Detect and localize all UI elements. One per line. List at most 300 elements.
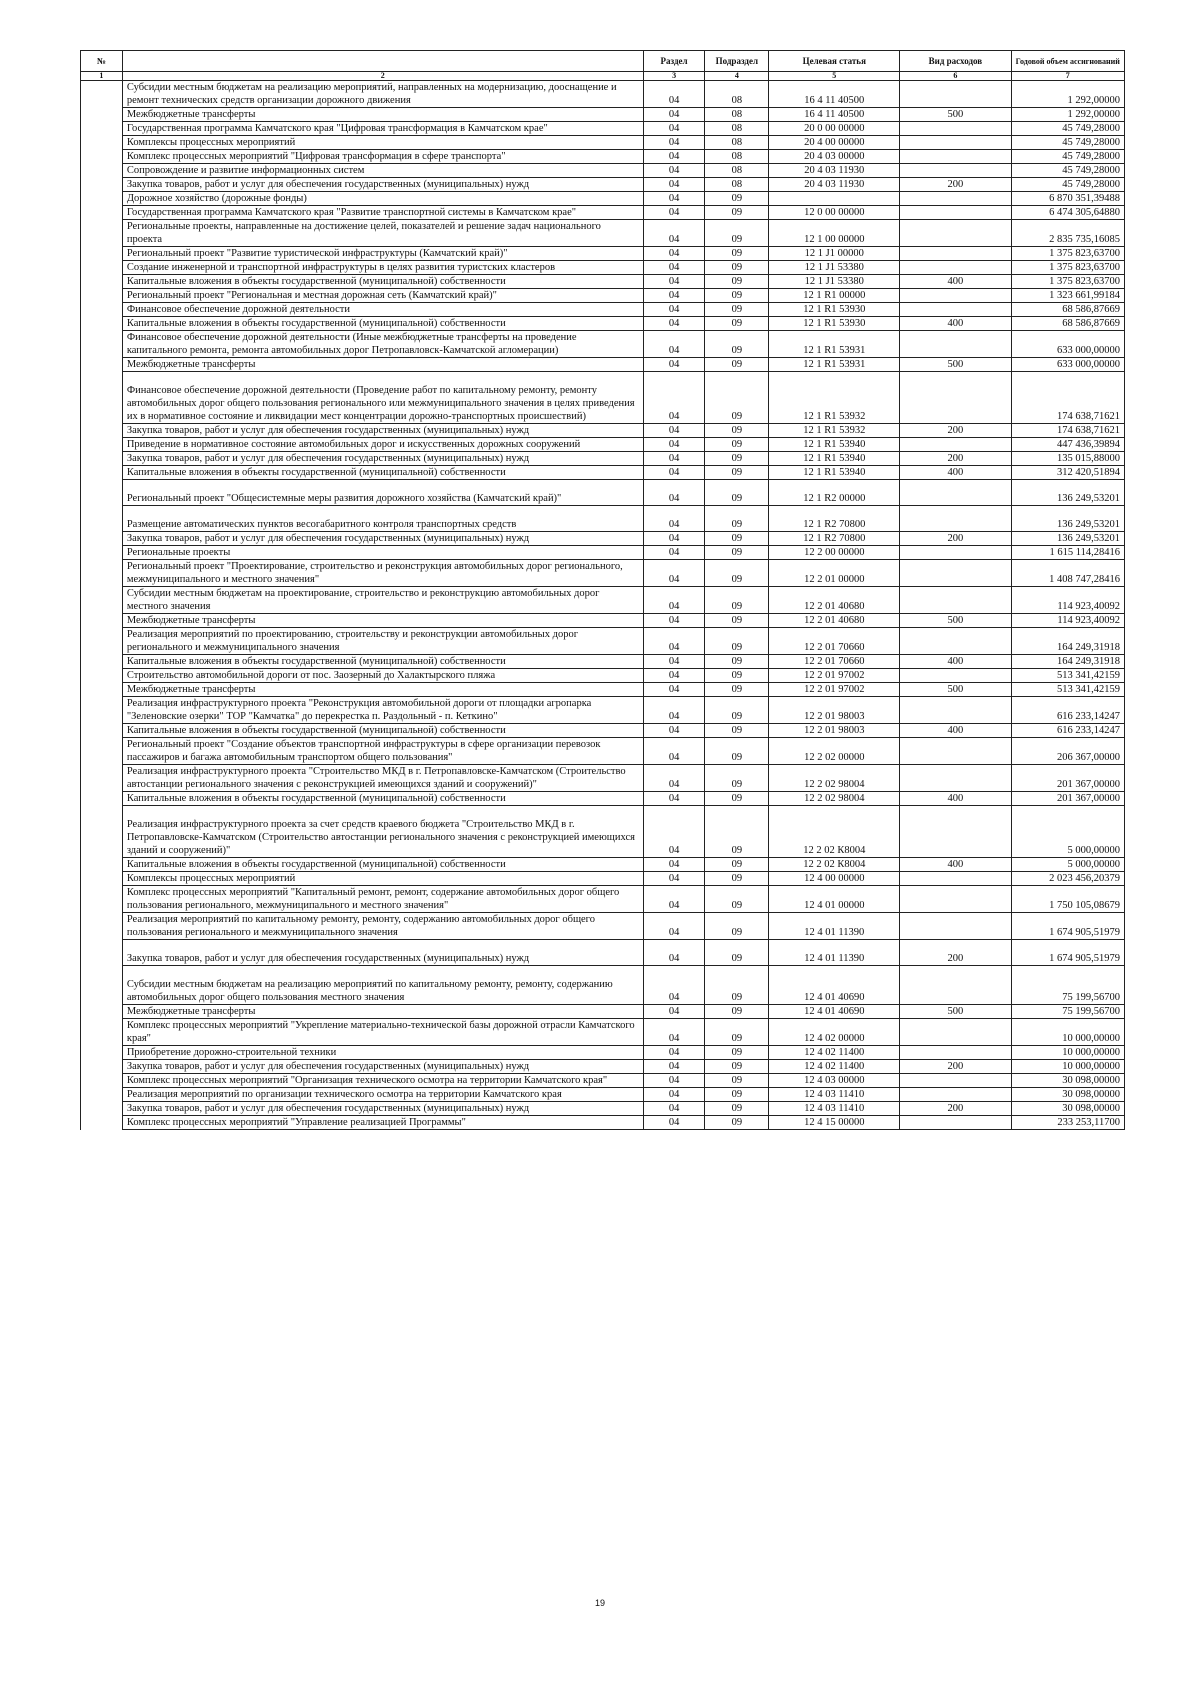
row-number-cell bbox=[81, 724, 123, 738]
row-razdel: 04 bbox=[643, 164, 705, 178]
table-row bbox=[81, 886, 1125, 913]
row-celevaya-statya: 20 4 00 00000 bbox=[769, 136, 900, 150]
row-name: Реализация инфраструктурного проекта "Реконструкция автомобильной дороги от площадки агропарка "Зеленовские озерки" ТОР "Камчатка" до перекрестка п. Раздольный - п. Кеткино" bbox=[122, 697, 643, 724]
table-row bbox=[81, 220, 1125, 247]
row-number-cell bbox=[81, 872, 123, 886]
row-sum: 68 586,87669 bbox=[1011, 317, 1124, 331]
table-row bbox=[81, 317, 1125, 331]
row-number-cell bbox=[81, 546, 123, 560]
row-number-cell bbox=[81, 1019, 123, 1046]
row-vid-rashodov bbox=[900, 669, 1011, 683]
table-row bbox=[81, 614, 1125, 628]
row-name: Реализация мероприятий по организации технического осмотра на территории Камчатского края bbox=[122, 1088, 643, 1102]
row-name: Финансовое обеспечение дорожной деятельности bbox=[122, 303, 643, 317]
row-razdel: 04 bbox=[643, 792, 705, 806]
row-number-cell bbox=[81, 560, 123, 587]
row-celevaya-statya: 16 4 11 40500 bbox=[769, 108, 900, 122]
row-name: Капитальные вложения в объекты государственной (муниципальной) собственности bbox=[122, 275, 643, 289]
row-podrazdel: 09 bbox=[705, 1046, 769, 1060]
table-row bbox=[81, 150, 1125, 164]
row-number-cell bbox=[81, 452, 123, 466]
row-celevaya-statya: 12 4 01 11390 bbox=[769, 913, 900, 940]
table-row bbox=[81, 738, 1125, 765]
row-celevaya-statya: 20 0 00 00000 bbox=[769, 122, 900, 136]
row-celevaya-statya: 12 1 R1 53932 bbox=[769, 424, 900, 438]
row-number-cell bbox=[81, 913, 123, 940]
row-celevaya-statya: 12 2 01 40680 bbox=[769, 587, 900, 614]
row-vid-rashodov bbox=[900, 150, 1011, 164]
row-vid-rashodov: 200 bbox=[900, 452, 1011, 466]
row-vid-rashodov: 200 bbox=[900, 940, 1011, 966]
row-celevaya-statya: 12 1 J1 53380 bbox=[769, 275, 900, 289]
page-number: 19 bbox=[594, 1598, 605, 1608]
row-name: Финансовое обеспечение дорожной деятельности (Иные межбюджетные трансферты на проведение капитального ремонта, ремонта автомобильных дорог Петропавловск-Камчатской агломерации) bbox=[122, 331, 643, 358]
table-row bbox=[81, 466, 1125, 480]
row-number-cell bbox=[81, 108, 123, 122]
row-name: Капитальные вложения в объекты государственной (муниципальной) собственности bbox=[122, 858, 643, 872]
row-sum: 174 638,71621 bbox=[1011, 424, 1124, 438]
header-num-4: 4 bbox=[705, 72, 769, 81]
row-celevaya-statya: 12 2 02 00000 bbox=[769, 738, 900, 765]
table-row bbox=[81, 358, 1125, 372]
row-sum: 206 367,00000 bbox=[1011, 738, 1124, 765]
row-podrazdel: 09 bbox=[705, 1005, 769, 1019]
table-row bbox=[81, 669, 1125, 683]
row-name: Строительство автомобильной дороги от пос. Заозерный до Халактырского пляжа bbox=[122, 669, 643, 683]
row-name: Государственная программа Камчатского края "Развитие транспортной системы в Камчатском крае" bbox=[122, 206, 643, 220]
row-celevaya-statya: 20 4 03 11930 bbox=[769, 178, 900, 192]
row-vid-rashodov: 400 bbox=[900, 466, 1011, 480]
header-celevaya-statya: Целевая статья bbox=[769, 51, 900, 72]
row-name: Закупка товаров, работ и услуг для обеспечения государственных (муниципальных) нужд bbox=[122, 424, 643, 438]
row-podrazdel: 09 bbox=[705, 697, 769, 724]
row-vid-rashodov bbox=[900, 628, 1011, 655]
header-razdel: Раздел bbox=[643, 51, 705, 72]
row-sum: 1 292,00000 bbox=[1011, 108, 1124, 122]
table-row bbox=[81, 1088, 1125, 1102]
row-celevaya-statya: 12 1 R1 53940 bbox=[769, 466, 900, 480]
row-vid-rashodov bbox=[900, 886, 1011, 913]
row-vid-rashodov: 500 bbox=[900, 108, 1011, 122]
row-vid-rashodov: 400 bbox=[900, 655, 1011, 669]
row-number-cell bbox=[81, 1046, 123, 1060]
row-number-cell bbox=[81, 317, 123, 331]
row-name: Комплекс процессных мероприятий "Цифровая трансформация в сфере транспорта" bbox=[122, 150, 643, 164]
row-podrazdel: 08 bbox=[705, 136, 769, 150]
row-sum: 1 674 905,51979 bbox=[1011, 940, 1124, 966]
row-podrazdel: 09 bbox=[705, 683, 769, 697]
row-celevaya-statya: 12 1 R1 53931 bbox=[769, 331, 900, 358]
row-vid-rashodov bbox=[900, 331, 1011, 358]
table-row bbox=[81, 424, 1125, 438]
row-sum: 5 000,00000 bbox=[1011, 858, 1124, 872]
row-vid-rashodov: 200 bbox=[900, 532, 1011, 546]
row-razdel: 04 bbox=[643, 317, 705, 331]
row-vid-rashodov: 400 bbox=[900, 724, 1011, 738]
row-sum: 45 749,28000 bbox=[1011, 150, 1124, 164]
table-row bbox=[81, 261, 1125, 275]
row-vid-rashodov: 200 bbox=[900, 424, 1011, 438]
table-row bbox=[81, 872, 1125, 886]
row-number-cell bbox=[81, 466, 123, 480]
row-razdel: 04 bbox=[643, 669, 705, 683]
row-podrazdel: 09 bbox=[705, 372, 769, 424]
row-vid-rashodov: 400 bbox=[900, 792, 1011, 806]
row-name: Государственная программа Камчатского края "Цифровая трансформация в Камчатском крае" bbox=[122, 122, 643, 136]
table-row bbox=[81, 1116, 1125, 1130]
row-name: Реализация мероприятий по капитальному ремонту, ремонту, содержанию автомобильных дорог общего пользования регионального и межмуниципального значения bbox=[122, 913, 643, 940]
row-sum: 30 098,00000 bbox=[1011, 1074, 1124, 1088]
row-podrazdel: 09 bbox=[705, 765, 769, 792]
row-podrazdel: 09 bbox=[705, 303, 769, 317]
row-razdel: 04 bbox=[643, 303, 705, 317]
row-celevaya-statya: 12 4 01 00000 bbox=[769, 886, 900, 913]
table-row bbox=[81, 940, 1125, 966]
row-name: Межбюджетные трансферты bbox=[122, 108, 643, 122]
row-vid-rashodov bbox=[900, 546, 1011, 560]
row-celevaya-statya: 12 4 01 11390 bbox=[769, 940, 900, 966]
table-header bbox=[81, 51, 1125, 81]
row-name: Капитальные вложения в объекты государственной (муниципальной) собственности bbox=[122, 466, 643, 480]
row-celevaya-statya: 16 4 11 40500 bbox=[769, 81, 900, 108]
row-number-cell bbox=[81, 178, 123, 192]
row-sum: 1 375 823,63700 bbox=[1011, 275, 1124, 289]
row-podrazdel: 09 bbox=[705, 331, 769, 358]
row-podrazdel: 09 bbox=[705, 452, 769, 466]
row-sum: 1 674 905,51979 bbox=[1011, 913, 1124, 940]
row-celevaya-statya: 12 4 03 00000 bbox=[769, 1074, 900, 1088]
row-number-cell bbox=[81, 275, 123, 289]
row-vid-rashodov bbox=[900, 206, 1011, 220]
row-sum: 30 098,00000 bbox=[1011, 1088, 1124, 1102]
row-vid-rashodov: 500 bbox=[900, 614, 1011, 628]
table-row bbox=[81, 792, 1125, 806]
row-number-cell bbox=[81, 792, 123, 806]
row-sum: 45 749,28000 bbox=[1011, 136, 1124, 150]
row-number-cell bbox=[81, 1005, 123, 1019]
table-row bbox=[81, 136, 1125, 150]
row-celevaya-statya: 12 4 02 11400 bbox=[769, 1046, 900, 1060]
table-row bbox=[81, 966, 1125, 1005]
row-celevaya-statya: 12 4 00 00000 bbox=[769, 872, 900, 886]
row-sum: 45 749,28000 bbox=[1011, 122, 1124, 136]
row-number-cell bbox=[81, 150, 123, 164]
row-vid-rashodov: 500 bbox=[900, 1005, 1011, 1019]
row-sum: 114 923,40092 bbox=[1011, 587, 1124, 614]
row-name: Закупка товаров, работ и услуг для обеспечения государственных (муниципальных) нужд bbox=[122, 1102, 643, 1116]
row-vid-rashodov: 400 bbox=[900, 275, 1011, 289]
row-razdel: 04 bbox=[643, 587, 705, 614]
row-number-cell bbox=[81, 261, 123, 275]
row-celevaya-statya: 12 1 R1 53930 bbox=[769, 303, 900, 317]
row-sum: 616 233,14247 bbox=[1011, 697, 1124, 724]
row-sum: 136 249,53201 bbox=[1011, 480, 1124, 506]
row-name: Комплексы процессных мероприятий bbox=[122, 872, 643, 886]
table-row bbox=[81, 1019, 1125, 1046]
row-number-cell bbox=[81, 358, 123, 372]
row-razdel: 04 bbox=[643, 1046, 705, 1060]
table-row bbox=[81, 858, 1125, 872]
row-number-cell bbox=[81, 738, 123, 765]
row-podrazdel: 09 bbox=[705, 438, 769, 452]
row-podrazdel: 09 bbox=[705, 275, 769, 289]
row-podrazdel: 09 bbox=[705, 872, 769, 886]
row-razdel: 04 bbox=[643, 1088, 705, 1102]
row-podrazdel: 09 bbox=[705, 792, 769, 806]
row-celevaya-statya: 20 4 03 11930 bbox=[769, 164, 900, 178]
row-number-cell bbox=[81, 424, 123, 438]
table-row bbox=[81, 331, 1125, 358]
row-razdel: 04 bbox=[643, 765, 705, 792]
row-vid-rashodov bbox=[900, 480, 1011, 506]
row-sum: 174 638,71621 bbox=[1011, 372, 1124, 424]
row-vid-rashodov bbox=[900, 506, 1011, 532]
row-sum: 10 000,00000 bbox=[1011, 1019, 1124, 1046]
row-sum: 1 408 747,28416 bbox=[1011, 560, 1124, 587]
table-row bbox=[81, 438, 1125, 452]
row-vid-rashodov bbox=[900, 697, 1011, 724]
row-razdel: 04 bbox=[643, 532, 705, 546]
row-name: Финансовое обеспечение дорожной деятельности (Проведение работ по капитальному ремонту, ремонту автомобильных дорог общего пользования регионального или межмуниципального значения в целях приведения их в нормативное состояние и ликвидации мест концентрации дорожно-транспортных происшествий) bbox=[122, 372, 643, 424]
table-row bbox=[81, 765, 1125, 792]
table-row bbox=[81, 913, 1125, 940]
row-number-cell bbox=[81, 697, 123, 724]
row-number-cell bbox=[81, 164, 123, 178]
row-podrazdel: 09 bbox=[705, 858, 769, 872]
row-vid-rashodov bbox=[900, 372, 1011, 424]
row-razdel: 04 bbox=[643, 546, 705, 560]
row-razdel: 04 bbox=[643, 261, 705, 275]
row-celevaya-statya bbox=[769, 192, 900, 206]
row-number-cell bbox=[81, 192, 123, 206]
row-celevaya-statya: 20 4 03 00000 bbox=[769, 150, 900, 164]
row-number-cell bbox=[81, 372, 123, 424]
row-podrazdel: 08 bbox=[705, 122, 769, 136]
row-vid-rashodov bbox=[900, 289, 1011, 303]
table-row bbox=[81, 683, 1125, 697]
row-celevaya-statya: 12 4 03 11410 bbox=[769, 1088, 900, 1102]
table-row bbox=[81, 289, 1125, 303]
row-name: Сопровождение и развитие информационных систем bbox=[122, 164, 643, 178]
row-razdel: 04 bbox=[643, 192, 705, 206]
row-sum: 1 323 661,99184 bbox=[1011, 289, 1124, 303]
row-vid-rashodov: 400 bbox=[900, 317, 1011, 331]
row-sum: 616 233,14247 bbox=[1011, 724, 1124, 738]
row-name: Комплекс процессных мероприятий "Организация технического осмотра на территории Камчатского края" bbox=[122, 1074, 643, 1088]
row-celevaya-statya: 12 2 02 98004 bbox=[769, 765, 900, 792]
row-celevaya-statya: 12 4 02 11400 bbox=[769, 1060, 900, 1074]
row-celevaya-statya: 12 4 02 00000 bbox=[769, 1019, 900, 1046]
row-sum: 447 436,39894 bbox=[1011, 438, 1124, 452]
row-podrazdel: 09 bbox=[705, 532, 769, 546]
row-number-cell bbox=[81, 438, 123, 452]
row-vid-rashodov bbox=[900, 806, 1011, 858]
row-name: Капитальные вложения в объекты государственной (муниципальной) собственности bbox=[122, 317, 643, 331]
table-row bbox=[81, 372, 1125, 424]
row-name: Региональный проект "Проектирование, строительство и реконструкция автомобильных дорог регионального, межмуниципального и местного значения" bbox=[122, 560, 643, 587]
row-sum: 201 367,00000 bbox=[1011, 792, 1124, 806]
table-row bbox=[81, 480, 1125, 506]
row-vid-rashodov bbox=[900, 966, 1011, 1005]
row-sum: 135 015,88000 bbox=[1011, 452, 1124, 466]
row-celevaya-statya: 12 2 01 70660 bbox=[769, 655, 900, 669]
row-vid-rashodov bbox=[900, 192, 1011, 206]
row-vid-rashodov bbox=[900, 765, 1011, 792]
table-row bbox=[81, 178, 1125, 192]
table-row bbox=[81, 1046, 1125, 1060]
row-number-cell bbox=[81, 1088, 123, 1102]
table-row bbox=[81, 506, 1125, 532]
row-name: Межбюджетные трансферты bbox=[122, 1005, 643, 1019]
row-name: Комплекс процессных мероприятий "Капитальный ремонт, ремонт, содержание автомобильных дорог общего пользования регионального, межмуниципального и местного значения" bbox=[122, 886, 643, 913]
row-vid-rashodov: 400 bbox=[900, 858, 1011, 872]
row-number-cell bbox=[81, 966, 123, 1005]
row-vid-rashodov bbox=[900, 261, 1011, 275]
row-number-cell bbox=[81, 1102, 123, 1116]
row-celevaya-statya: 12 2 00 00000 bbox=[769, 546, 900, 560]
row-podrazdel: 09 bbox=[705, 1019, 769, 1046]
row-name: Комплекс процессных мероприятий "Укрепление материально-технической базы дорожной отрасли Камчатского края" bbox=[122, 1019, 643, 1046]
table-row bbox=[81, 655, 1125, 669]
row-vid-rashodov: 200 bbox=[900, 178, 1011, 192]
row-podrazdel: 09 bbox=[705, 628, 769, 655]
row-celevaya-statya: 12 1 00 00000 bbox=[769, 220, 900, 247]
row-razdel: 04 bbox=[643, 655, 705, 669]
row-razdel: 04 bbox=[643, 480, 705, 506]
row-vid-rashodov bbox=[900, 1088, 1011, 1102]
row-vid-rashodov bbox=[900, 1074, 1011, 1088]
row-sum: 164 249,31918 bbox=[1011, 655, 1124, 669]
table-row bbox=[81, 192, 1125, 206]
row-number-cell bbox=[81, 940, 123, 966]
header-num-7: 7 bbox=[1011, 72, 1124, 81]
row-celevaya-statya: 12 4 15 00000 bbox=[769, 1116, 900, 1130]
row-sum: 633 000,00000 bbox=[1011, 358, 1124, 372]
row-name: Комплексы процессных мероприятий bbox=[122, 136, 643, 150]
row-number-cell bbox=[81, 886, 123, 913]
row-celevaya-statya: 12 1 R1 53932 bbox=[769, 372, 900, 424]
row-razdel: 04 bbox=[643, 913, 705, 940]
row-podrazdel: 09 bbox=[705, 506, 769, 532]
row-sum: 136 249,53201 bbox=[1011, 506, 1124, 532]
header-num-6: 6 bbox=[900, 72, 1011, 81]
row-celevaya-statya: 12 1 R1 53940 bbox=[769, 452, 900, 466]
row-sum: 1 375 823,63700 bbox=[1011, 261, 1124, 275]
row-podrazdel: 08 bbox=[705, 164, 769, 178]
row-celevaya-statya: 12 2 01 98003 bbox=[769, 697, 900, 724]
row-number-cell bbox=[81, 1074, 123, 1088]
row-podrazdel: 09 bbox=[705, 317, 769, 331]
row-vid-rashodov bbox=[900, 438, 1011, 452]
row-razdel: 04 bbox=[643, 122, 705, 136]
row-vid-rashodov bbox=[900, 872, 1011, 886]
row-number-cell bbox=[81, 206, 123, 220]
row-number-cell bbox=[81, 220, 123, 247]
row-celevaya-statya: 12 1 R2 00000 bbox=[769, 480, 900, 506]
table-row bbox=[81, 546, 1125, 560]
row-sum: 75 199,56700 bbox=[1011, 966, 1124, 1005]
row-razdel: 04 bbox=[643, 886, 705, 913]
row-razdel: 04 bbox=[643, 178, 705, 192]
row-number-cell bbox=[81, 655, 123, 669]
row-number-cell bbox=[81, 289, 123, 303]
row-sum: 2 835 735,16085 bbox=[1011, 220, 1124, 247]
table-row bbox=[81, 206, 1125, 220]
row-podrazdel: 09 bbox=[705, 1102, 769, 1116]
row-sum: 201 367,00000 bbox=[1011, 765, 1124, 792]
row-sum: 5 000,00000 bbox=[1011, 806, 1124, 858]
row-razdel: 04 bbox=[643, 1005, 705, 1019]
row-vid-rashodov bbox=[900, 1019, 1011, 1046]
row-sum: 75 199,56700 bbox=[1011, 1005, 1124, 1019]
row-razdel: 04 bbox=[643, 724, 705, 738]
table-row bbox=[81, 724, 1125, 738]
row-razdel: 04 bbox=[643, 108, 705, 122]
row-vid-rashodov bbox=[900, 303, 1011, 317]
header-num-2: 2 bbox=[122, 72, 643, 81]
row-podrazdel: 08 bbox=[705, 150, 769, 164]
row-name: Межбюджетные трансферты bbox=[122, 614, 643, 628]
row-celevaya-statya: 12 1 R1 53930 bbox=[769, 317, 900, 331]
row-razdel: 04 bbox=[643, 81, 705, 108]
row-podrazdel: 09 bbox=[705, 614, 769, 628]
row-podrazdel: 09 bbox=[705, 1060, 769, 1074]
row-number-cell bbox=[81, 628, 123, 655]
row-razdel: 04 bbox=[643, 424, 705, 438]
table-row bbox=[81, 164, 1125, 178]
row-podrazdel: 08 bbox=[705, 178, 769, 192]
table-row bbox=[81, 1060, 1125, 1074]
row-podrazdel: 09 bbox=[705, 724, 769, 738]
row-celevaya-statya: 12 2 01 40680 bbox=[769, 614, 900, 628]
row-podrazdel: 09 bbox=[705, 1116, 769, 1130]
row-name: Реализация мероприятий по проектированию, строительству и реконструкции автомобильных дорог регионального и межмуниципального значения bbox=[122, 628, 643, 655]
row-name: Межбюджетные трансферты bbox=[122, 358, 643, 372]
row-podrazdel: 09 bbox=[705, 966, 769, 1005]
row-celevaya-statya: 12 0 00 00000 bbox=[769, 206, 900, 220]
row-name: Закупка товаров, работ и услуг для обеспечения государственных (муниципальных) нужд bbox=[122, 532, 643, 546]
row-podrazdel: 09 bbox=[705, 886, 769, 913]
row-name: Реализация инфраструктурного проекта "Строительство МКД в г. Петропавловске-Камчатском (Строительство автостанции регионального значения с реконструкцией имеющихся зданий и сооружений)" bbox=[122, 765, 643, 792]
row-vid-rashodov: 500 bbox=[900, 683, 1011, 697]
row-vid-rashodov bbox=[900, 136, 1011, 150]
row-number-cell bbox=[81, 506, 123, 532]
row-podrazdel: 09 bbox=[705, 1074, 769, 1088]
row-podrazdel: 09 bbox=[705, 424, 769, 438]
row-name: Приобретение дорожно-строительной техники bbox=[122, 1046, 643, 1060]
table-body bbox=[81, 81, 1125, 1130]
row-number-cell bbox=[81, 765, 123, 792]
row-name: Региональные проекты, направленные на достижение целей, показателей и решение задач национального проекта bbox=[122, 220, 643, 247]
row-name: Закупка товаров, работ и услуг для обеспечения государственных (муниципальных) нужд bbox=[122, 452, 643, 466]
row-name: Межбюджетные трансферты bbox=[122, 683, 643, 697]
row-razdel: 04 bbox=[643, 697, 705, 724]
row-sum: 633 000,00000 bbox=[1011, 331, 1124, 358]
row-vid-rashodov: 500 bbox=[900, 358, 1011, 372]
row-razdel: 04 bbox=[643, 966, 705, 1005]
row-razdel: 04 bbox=[643, 289, 705, 303]
row-celevaya-statya: 12 4 03 11410 bbox=[769, 1102, 900, 1116]
row-name: Размещение автоматических пунктов весогабаритного контроля транспортных средств bbox=[122, 506, 643, 532]
row-razdel: 04 bbox=[643, 206, 705, 220]
row-celevaya-statya: 12 1 R1 00000 bbox=[769, 289, 900, 303]
table-row bbox=[81, 1102, 1125, 1116]
row-podrazdel: 09 bbox=[705, 560, 769, 587]
row-podrazdel: 09 bbox=[705, 669, 769, 683]
row-sum: 2 023 456,20379 bbox=[1011, 872, 1124, 886]
row-vid-rashodov bbox=[900, 220, 1011, 247]
table-row bbox=[81, 532, 1125, 546]
